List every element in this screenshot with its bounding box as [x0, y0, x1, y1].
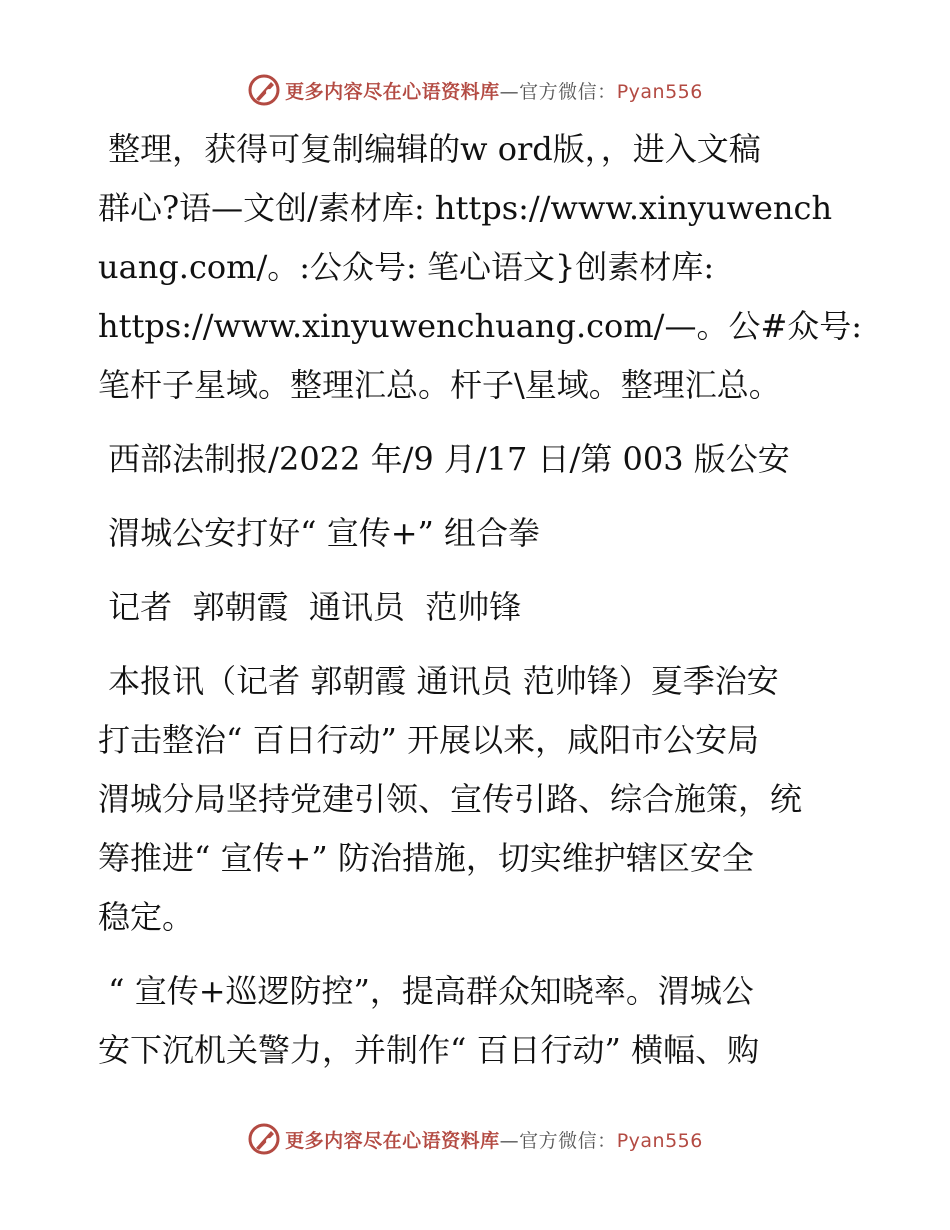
banner-main-text: 更多内容尽在心语资料库: [285, 1129, 500, 1152]
quill-logo-icon: [247, 73, 281, 107]
banner-main-text: 更多内容尽在心语资料库: [285, 80, 500, 103]
paragraph-line: “ 宣传+巡逻防控”，提高群众知晓率。渭城公: [98, 972, 754, 1010]
quill-logo-icon: [247, 1122, 281, 1156]
paragraph-line: 打击整治“ 百日行动” 开展以来，咸阳市公安局: [98, 721, 760, 759]
paragraph-line: 渭城分局坚持党建引领、宣传引路、综合施策，统: [98, 780, 803, 818]
banner-wechat-id: Pyan556: [616, 80, 703, 103]
intro-line: https://www.xinyuwenchuang.com/—。公#众号:: [98, 307, 863, 345]
intro-line: uang.com/。:公众号: 笔心语文}创素材库:: [98, 248, 715, 286]
source-line: 西部法制报/2022 年/9 月/17 日/第 003 版公安: [98, 440, 790, 478]
banner-wechat-label: 官方微信：: [519, 1129, 617, 1152]
banner-separator: —: [499, 1129, 520, 1152]
banner-wechat-label: 官方微信：: [519, 80, 617, 103]
article-headline: 渭城公安打好“ 宣传+” 组合拳: [98, 514, 541, 552]
banner-wechat-id: Pyan556: [616, 1129, 703, 1152]
footer-watermark-banner: [0, 1119, 950, 1159]
document-body: [98, 120, 863, 1080]
banner-separator: —: [499, 80, 520, 103]
paragraph-line: 筹推进“ 宣传+” 防治措施，切实维护辖区安全: [98, 839, 754, 877]
intro-line: 笔杆子星域。整理汇总。杆子\星域。整理汇总。: [98, 366, 781, 404]
intro-line: 群心?语—文创/素材库: https://www.xinyuwench: [98, 189, 833, 227]
article-byline: 记者 郭朝霞 通讯员 范帅锋: [98, 588, 522, 626]
paragraph-line: 稳定。: [98, 898, 195, 936]
header-watermark-banner: [0, 70, 950, 110]
intro-line: 整理，获得可复制编辑的w ord版，，进入文稿: [98, 130, 761, 168]
paragraph-line: 本报讯（记者 郭朝霞 通讯员 范帅锋）夏季治安: [98, 662, 779, 700]
paragraph-line: 安下沉机关警力，并制作“ 百日行动” 横幅、购: [98, 1031, 760, 1069]
